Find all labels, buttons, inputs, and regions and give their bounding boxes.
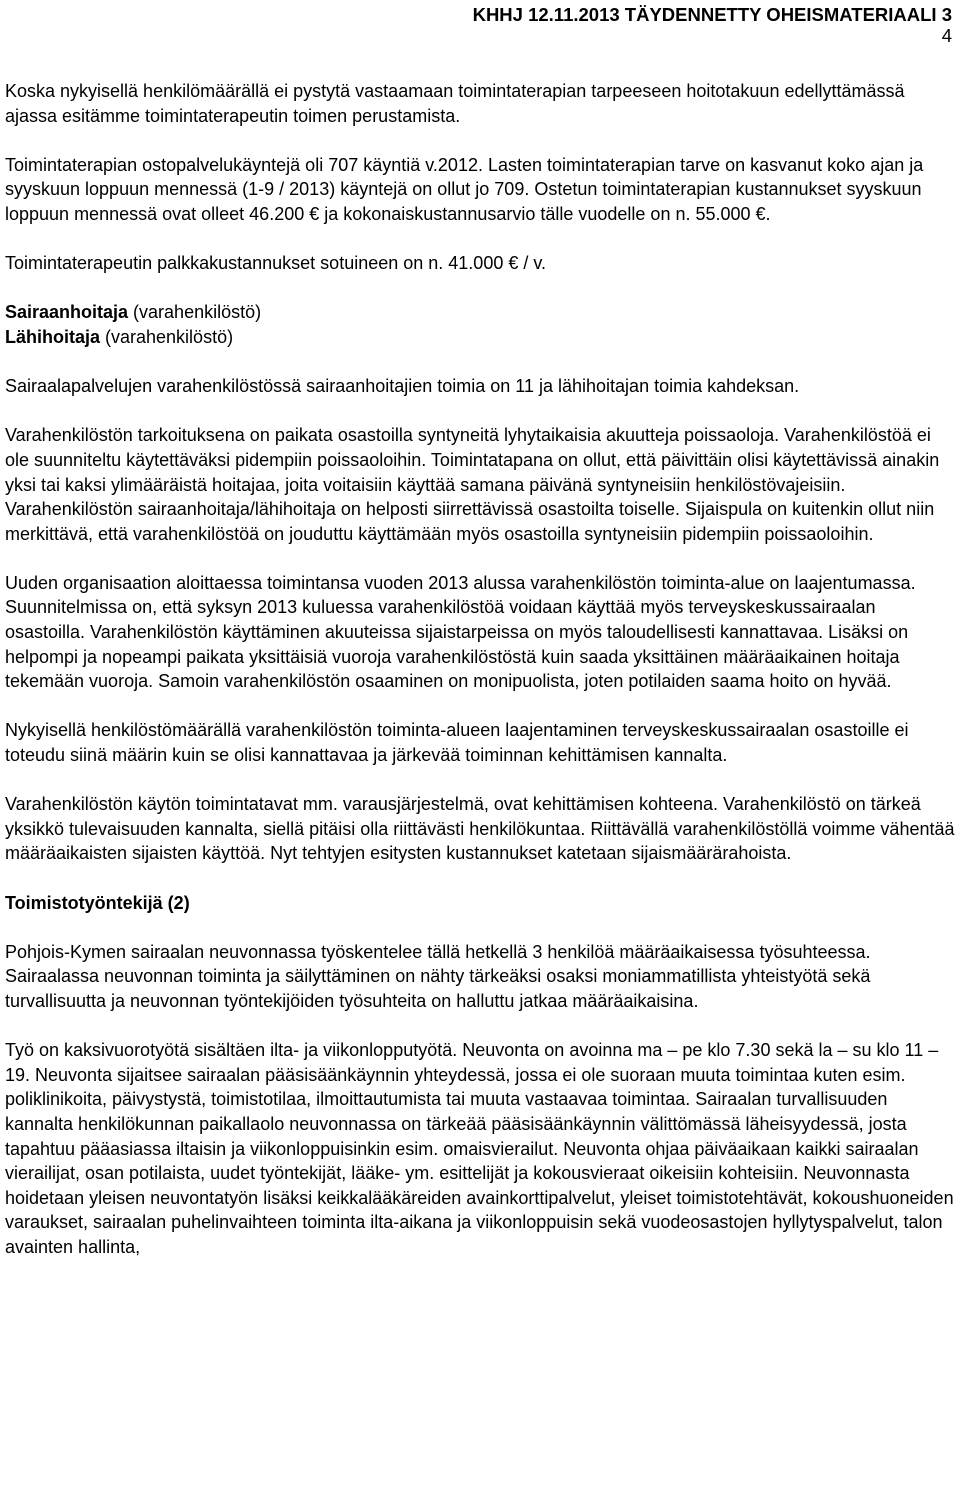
heading-practical-nurse-title: Lähihoitaja: [5, 326, 101, 347]
header-title: KHHJ 12.11.2013 TÄYDENNETTY OHEISMATERIAALI 3: [472, 4, 952, 25]
paragraph-salary-costs: Toimintaterapeutin palkkakustannukset sotuineen on n. 41.000 € / v.: [5, 253, 547, 274]
paragraph-staff-count: Sairaalapalvelujen varahenkilöstössä sairaanhoitajien toimia on 11 ja lähihoitajan toimia kahdeksan.: [5, 376, 800, 397]
heading-nurse-title: Sairaanhoitaja: [5, 302, 129, 323]
paragraph-current-staffing: Nykyisellä henkilöstömäärällä varahenkilöstön toiminta-alueen laajentaminen terveyskeskussairaalan osastoille ei toteudu siinä määrin kuin se olisi kannattavaa ja järkevää toiminnan kehittämisen kannalta.: [5, 720, 909, 766]
paragraph-development: Varahenkilöstön käytön toimintatavat mm. varausjärjestelmä, ovat kehittämisen kohteena. Varahenkilöstö on tärkeä yksikkö tulevaisuuden kannalta, siellä pitäisi olla riittävästi henkilökuntaa. Riittävällä varahenkilöstöllä voimme vähentää määräaikaisten sijaisten käyttöä. Nyt tehtyjen esitysten kustannukset katetaan sijaismäärärahoista.: [5, 794, 955, 864]
paragraph-occupational-therapy-visits: Toimintaterapian ostopalvelukäyntejä oli 707 käyntiä v.2012. Lasten toimintaterapian tarve on kasvanut koko ajan ja syyskuun loppuun mennessä (1-9 / 2013) käyntejä on ollut jo 709. Ostetun toimintaterapian kustannukset syyskuun loppuun mennessä ovat olleet 46.200 € ja kokonaiskustannusarvio tälle vuodelle on n. 55.000 €.: [5, 154, 924, 224]
heading-nurse: [5, 300, 955, 325]
heading-practical-nurse-note: (varahenkilöstö): [100, 326, 234, 347]
heading-office-worker: Toimistotyöntekijä (2): [5, 892, 190, 913]
paragraph-new-organisation: Uuden organisaation aloittaessa toimintansa vuoden 2013 alussa varahenkilöstön toiminta-alue on laajentumassa. Suunnitelmissa on, että syksyn 2013 kuluessa varahenkilöstöä voidaan käyttää myös terveyskeskussairaalan osastoilla. Varahenkilöstön käyttäminen akuuteissa sijaistarpeissa on myös taloudellisesti kannattavaa. Lisäksi on helpompi ja nopeampi paikata yksittäisiä vuoroja varahenkilöstöstä kuin saada yksittäinen määräaikainen hoitaja tekemään vuoroja. Samoin varahenkilöstön osaaminen on monipuolista, joten potilaiden saama hoito on hyvää.: [5, 572, 916, 692]
paragraph-reception: Pohjois-Kymen sairaalan neuvonnassa työskentelee tällä hetkellä 3 henkilöä määräaikaisessa työsuhteessa. Sairaalassa neuvonnan toiminta ja säilyttäminen on nähty tärkeäksi osaksi moniammatillista yhteistyötä sekä turvallisuutta ja neuvonnan työntekijöiden työsuhteita on halluttu jatkaa määräaikaisina.: [5, 941, 871, 1011]
heading-nurse-note: (varahenkilöstö): [128, 302, 262, 323]
paragraph-reserve-purpose: Varahenkilöstön tarkoituksena on paikata osastoilla syntyneitä lyhytaikaisia akuutteja poissaoloja. Varahenkilöstöä ei ole suunniteltu käytettäväksi pidempiin poissaoloihin. Toimintatapana on ollut, että päivittäin olisi käytettävissä ainakin yksi tai kaksi ylimääräistä hoitajaa, joita voitaisiin käyttää samana päivänä syntyneisiin henkilöstövajeisiin. Varahenkilöstön sairaanhoitaja/lähihoitaja on helposti siirrettävissä osastoilta toiselle. Sijaispula on kuitenkin ollut niin merkittävä, että varahenkilöstöä on jouduttu käyttämään myös osastoilla syntyneisiin pidempiin poissaoloihin.: [5, 425, 940, 544]
paragraph-shift-work: Työ on kaksivuorotyötä sisältäen ilta- ja viikonlopputyötä. Neuvonta on avoinna ma – pe klo 7.30 sekä la – su klo 11 – 19. Neuvonta sijaitsee sairaalan pääsisäänkäynnin yhteydessä, jossa ei ole suoraan muuta toimintaa kuten esim. poliklinikoita, päivystystä, toimistotilaa, ilmoittautumista tai muuta vastaavaa toimintaa. Sairaalan turvallisuuden kannalta henkilökunnan paikallaolo neuvonnassa on tärkeää pääsisäänkäynnin välittömässä läheisyydessä, josta tapahtuu pääasiassa iltaisin ja viikonloppuisinkin esim. omaisvierailut. Neuvonta ohjaa päiväaikaan kaikki sairaalan vierailijat, osan potilaista, uudet työntekijät, lääke- ym. esittelijät ja kokousvieraat oikeisiin kohteisiin. Neuvonnasta hoidetaan yleisen neuvontatyön lisäksi keikkalääkäreiden avainkorttipalvelut, yleiset toimistotehtävät, kokoushuoneiden varaukset, sairaalan puhelinvaihteen toiminta ilta-aikana ja viikonloppuisin sekä vuodeosastojen hyllytyspalvelut, talon avainten hallinta,: [5, 1040, 954, 1257]
document-body: [5, 79, 955, 1284]
paragraph-proposal: Koska nykyisellä henkilömäärällä ei pystytä vastaamaan toimintaterapian tarpeeseen hoitotakuun edellyttämässä ajassa esitämme toimintaterapeutin toimen perustamista.: [5, 81, 905, 126]
page-number: 4: [941, 25, 952, 46]
heading-practical-nurse: [5, 325, 955, 350]
page-header: [473, 4, 952, 46]
